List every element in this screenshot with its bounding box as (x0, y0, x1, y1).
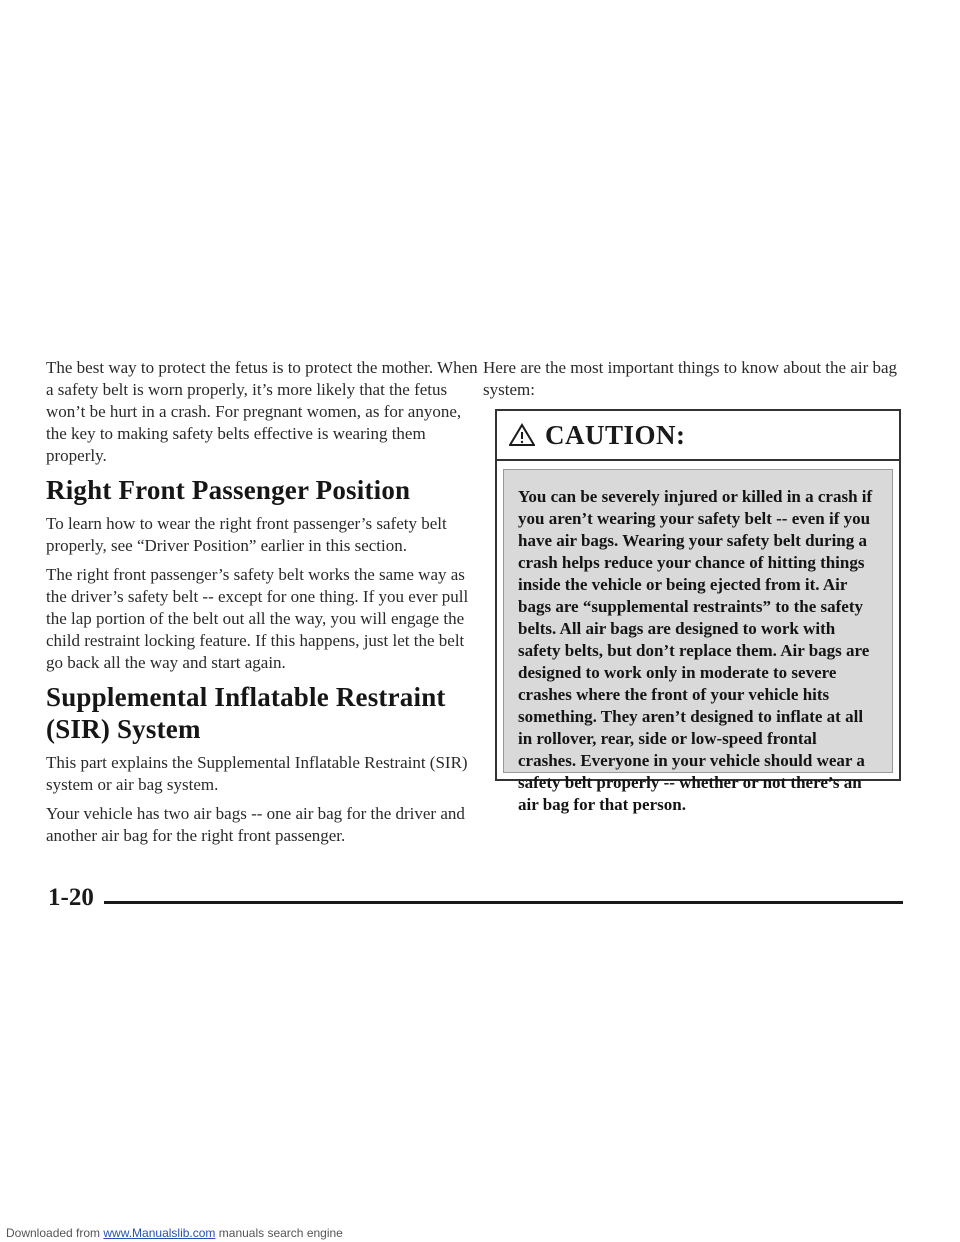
caution-title: CAUTION: (545, 419, 686, 450)
paragraph-two-airbags: Your vehicle has two air bags -- one air bag for the driver and another air bag for the right front passenger. (46, 804, 465, 845)
paragraph-fetus: The best way to protect the fetus is to protect the mother. When a safety belt is worn properly, it’s more likely that the fetus won’t be hurt in a crash. For pregnant women, as for anyone, the key to making safety belts effective is wearing them properly. (46, 358, 478, 465)
paragraph-belt-works: The right front passenger’s safety belt works the same way as the driver’s safety belt -- except for one thing. If you ever pull the lap portion of the belt out all the way, you will engage the child restraint locking feature. If this happens, just let the belt go back all the way and start again. (46, 565, 469, 672)
caution-header (497, 411, 899, 461)
download-bar (0, 1226, 960, 1242)
caution-body (503, 469, 893, 814)
right-column (483, 357, 903, 408)
download-prefix: Downloaded from (6, 1226, 104, 1240)
footer-rule (104, 901, 903, 904)
paragraph-wear-belt: To learn how to wear the right front passenger’s safety belt properly, see “Driver Position” earlier in this section. (46, 514, 447, 555)
caution-text: You can be severely injured or killed in a crash if you aren’t wearing your safety belt -- even if you have air bags. Wearing your safety belt during a crash helps reduce your chance of hitting things inside the vehicle or being ejected from it. Air bags are “supplemental restraints” to the safety belts. All air bags are designed to work with safety belts, but don’t replace them. Air bags are designed to work only in moderate to severe crashes where the front of your vehicle hits something. They aren’t designed to inflate at all in rollover, rear, side or low-speed frontal crashes. Everyone in your vehicle should wear a safety belt properly -- whether or not there’s an air bag for that person. (518, 487, 873, 814)
paragraph-airbag-intro: Here are the most important things to know about the air bag system: (483, 358, 898, 399)
page-number: 1-20 (48, 884, 94, 911)
paragraph-sir-explains: This part explains the Supplemental Inflatable Restraint (SIR) system or air bag system. (46, 753, 468, 794)
heading-sir-system: Supplemental Inflatable Restraint (SIR) System (46, 682, 446, 744)
caution-box (495, 409, 901, 814)
manualslib-link[interactable]: www.Manualslib.com (103, 1226, 216, 1240)
warning-triangle-icon (509, 423, 535, 447)
download-suffix: manuals search engine (215, 1226, 343, 1240)
heading-right-front-passenger: Right Front Passenger Position (46, 475, 411, 505)
left-column (46, 357, 482, 854)
